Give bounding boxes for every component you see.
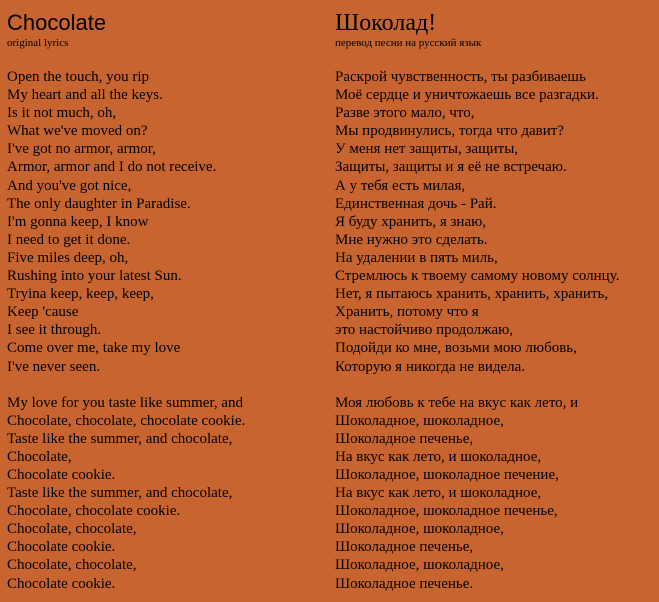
lyric-line: I see it through. (7, 322, 102, 339)
lyric-line: My heart and all the keys. (7, 87, 163, 104)
translated-line: Шоколадное печенье, (335, 430, 474, 447)
translated-line: На вкус как лето, и шоколадное, (335, 448, 542, 465)
translated-line: это настойчиво продолжаю, (335, 322, 514, 339)
translated-line: На вкус как лето, и шоколадное, (335, 485, 542, 502)
original-verse-2 (7, 394, 327, 593)
lyric-line: I need to get it done. (7, 231, 131, 248)
lyric-line: Chocolate cookie. (7, 539, 116, 556)
lyric-line: I've got no armor, armor, (7, 141, 156, 158)
translated-line: У меня нет защиты, защиты, (335, 141, 519, 158)
translation-verse-2 (335, 394, 657, 593)
lyric-line: Chocolate, (7, 448, 72, 465)
original-title: Chocolate (7, 10, 107, 35)
translated-line: Шоколадное, шоколадное, (335, 412, 504, 429)
translation-subtitle: перевод песни на русский язык (335, 37, 482, 49)
lyric-line: Chocolate, chocolate, (7, 521, 137, 538)
translated-line: Защиты, защиты и я её не встречаю. (335, 159, 567, 176)
lyric-line: I've never seen. (7, 358, 101, 375)
lyric-line: Come over me, take my love (7, 340, 181, 357)
translated-line: Шоколадное, шоколадное печенье, (335, 503, 558, 520)
lyric-line: Taste like the summer, and chocolate, (7, 485, 233, 502)
translated-line: Единственная дочь - Рай. (335, 195, 497, 212)
translated-line: Хранить, потому что я (335, 304, 479, 321)
original-verse-1 (7, 68, 327, 376)
translated-line: Моё сердце и уничтожаешь все разгадки. (335, 87, 599, 104)
lyric-line: My love for you taste like summer, and (7, 394, 244, 411)
lyric-line: Chocolate cookie. (7, 575, 116, 592)
translated-line: Стремлюсь к твоему самому новому солнцу. (335, 268, 620, 285)
lyric-line: Chocolate, chocolate, (7, 557, 137, 574)
lyric-line: What we've moved on? (7, 123, 148, 140)
lyric-line: Chocolate, chocolate, chocolate cookie. (7, 412, 246, 429)
translated-line: Разве этого мало, что, (335, 105, 475, 122)
lyric-line: Keep 'cause (7, 304, 79, 321)
lyric-line: Armor, armor and I do not receive. (7, 159, 217, 176)
lyric-line: Five miles deep, oh, (7, 249, 129, 266)
lyric-line: Is it not much, oh, (7, 105, 117, 122)
original-subtitle: original lyrics (7, 37, 69, 49)
lyric-line: Chocolate cookie. (7, 466, 116, 483)
lyric-line: Open the touch, you rip (7, 69, 150, 85)
original-lyrics-column (7, 0, 327, 593)
translated-line: Шоколадное, шоколадное, (335, 521, 504, 538)
translated-line: Я буду хранить, я знаю, (335, 213, 487, 230)
lyric-line: Tryina keep, keep, keep, (7, 286, 154, 303)
translated-line: Подойди ко мне, возьми мою любовь, (335, 340, 577, 357)
translated-line: Шоколадное, шоколадное, (335, 557, 504, 574)
translated-line: Шоколадное печенье, (335, 539, 474, 556)
translation-verse-1 (335, 68, 657, 376)
translated-line: Шоколадное печенье. (335, 575, 474, 592)
translation-title: Шоколад! (335, 10, 437, 36)
translation-lyrics-column (335, 0, 657, 593)
translated-line: На удалении в пять миль, (335, 249, 498, 266)
translated-line: Моя любовь к тебе на вкус как лето, и (335, 394, 579, 411)
translated-line: Мы продвинулись, тогда что давит? (335, 123, 564, 140)
translated-line: Раскрой чувственность, ты разбиваешь (335, 69, 586, 85)
translated-line: Нет, я пытаюсь хранить, хранить, хранить, (335, 286, 609, 303)
translated-line: А у тебя есть милая, (335, 177, 466, 194)
lyric-line: The only daughter in Paradise. (7, 195, 191, 212)
lyric-line: And you've got nice, (7, 177, 132, 194)
translated-line: Шоколадное, шоколадное печение, (335, 466, 559, 483)
lyric-line: Rushing into your latest Sun. (7, 268, 182, 285)
translated-line: Которую я никогда не видела. (335, 358, 526, 375)
lyric-line: I'm gonna keep, I know (7, 213, 149, 230)
lyric-line: Taste like the summer, and chocolate, (7, 430, 233, 447)
lyric-line: Chocolate, chocolate cookie. (7, 503, 181, 520)
translated-line: Мне нужно это сделать. (335, 231, 488, 248)
